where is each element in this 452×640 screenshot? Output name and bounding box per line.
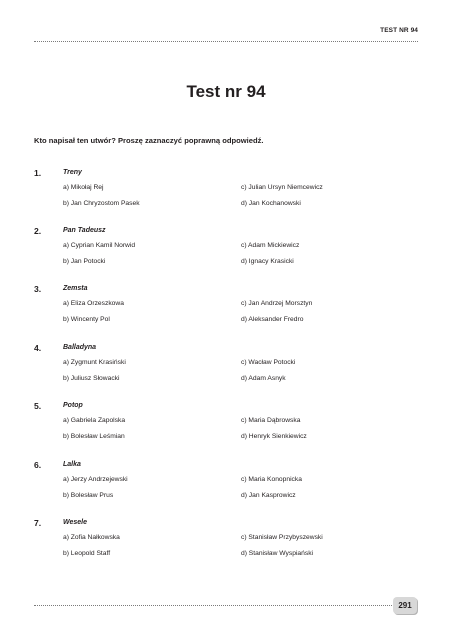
answer-b[interactable]: b) Bolesław Prus	[63, 492, 114, 499]
answer-c[interactable]: c) Stanisław Przybyszewski	[241, 534, 323, 541]
answer-c[interactable]: c) Jan Andrzej Morsztyn	[241, 300, 313, 307]
answer-d[interactable]: d) Adam Asnyk	[241, 375, 286, 382]
question-number: 3.	[34, 284, 42, 294]
question-number: 4.	[34, 343, 42, 353]
page-title: Test nr 94	[186, 82, 266, 101]
page-number-badge: 291	[393, 597, 417, 614]
question-number: 5.	[34, 401, 42, 411]
answer-c[interactable]: c) Maria Dąbrowska	[241, 417, 301, 424]
answer-d[interactable]: d) Stanisław Wyspiański	[241, 550, 314, 557]
answer-d[interactable]: d) Jan Kochanowski	[241, 200, 301, 207]
answer-c[interactable]: c) Wacław Potocki	[241, 359, 296, 366]
top-dotted-divider	[34, 41, 418, 42]
question-7	[34, 518, 418, 557]
question-title: Treny	[63, 169, 82, 176]
answer-b[interactable]: b) Leopold Staff	[63, 550, 111, 557]
answer-a[interactable]: a) Jerzy Andrzejewski	[63, 476, 128, 483]
bottom-dotted-divider	[34, 605, 392, 606]
answer-d[interactable]: d) Ignacy Krasicki	[241, 258, 294, 265]
answer-a[interactable]: a) Cyprian Kamil Norwid	[63, 242, 136, 249]
question-title: Potop	[63, 402, 83, 409]
answer-b[interactable]: b) Wincenty Pol	[63, 316, 110, 323]
question-number: 1.	[34, 168, 42, 178]
question-title: Pan Tadeusz	[63, 227, 106, 234]
answer-c[interactable]: c) Julian Ursyn Niemcewicz	[241, 184, 323, 191]
answer-a[interactable]: a) Mikołaj Rej	[63, 184, 104, 191]
question-5	[34, 401, 418, 440]
question-4	[34, 343, 418, 382]
question-title: Zemsta	[63, 285, 88, 292]
answer-a[interactable]: a) Eliza Orzeszkowa	[63, 300, 124, 307]
question-3	[34, 284, 418, 323]
question-number: 7.	[34, 518, 42, 528]
question-1	[34, 168, 418, 207]
answer-a[interactable]: a) Zygmunt Krasiński	[63, 359, 126, 366]
answer-d[interactable]: d) Jan Kasprowicz	[241, 492, 296, 499]
answer-d[interactable]: d) Henryk Sienkiewicz	[241, 433, 307, 440]
question-title: Wesele	[63, 519, 87, 526]
question-number: 6.	[34, 460, 42, 470]
answer-a[interactable]: a) Zofia Nałkowska	[63, 534, 120, 541]
answer-b[interactable]: b) Jan Chryzostom Pasek	[63, 200, 140, 207]
answer-a[interactable]: a) Gabriela Zapolska	[63, 417, 126, 424]
answer-d[interactable]: d) Aleksander Fredro	[241, 316, 304, 323]
question-number: 2.	[34, 226, 42, 236]
instruction-text: Kto napisał ten utwór? Proszę zaznaczyć poprawną odpowiedź.	[34, 136, 264, 145]
answer-c[interactable]: c) Maria Konopnicka	[241, 476, 302, 483]
question-title: Balladyna	[63, 344, 97, 351]
answer-b[interactable]: b) Jan Potocki	[63, 258, 106, 265]
answer-c[interactable]: c) Adam Mickiewicz	[241, 242, 300, 249]
question-2	[34, 226, 418, 265]
answer-b[interactable]: b) Juliusz Słowacki	[63, 375, 120, 382]
answer-b[interactable]: b) Bolesław Leśmian	[63, 433, 125, 440]
question-title: Lalka	[63, 461, 81, 468]
question-6	[34, 460, 418, 499]
running-header: TEST NR 94	[380, 27, 418, 34]
